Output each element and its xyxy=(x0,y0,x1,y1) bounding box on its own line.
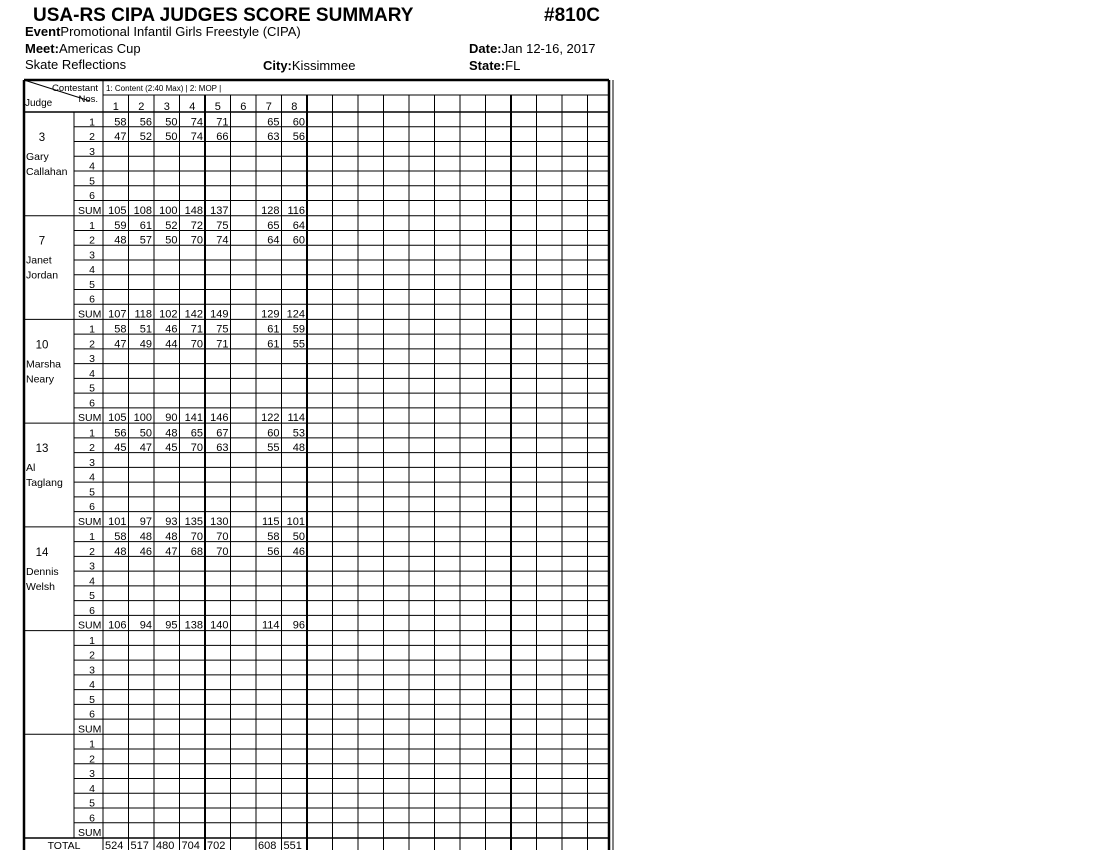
score-cell: 56 xyxy=(267,545,280,558)
sum-cell: 108 xyxy=(133,204,152,217)
score-cell: 60 xyxy=(292,116,305,129)
row-number: 2 xyxy=(89,442,95,455)
row-number: 1 xyxy=(89,634,95,647)
sum-cell: 149 xyxy=(210,308,229,321)
row-number: 3 xyxy=(89,145,95,158)
sum-cell: 95 xyxy=(165,619,178,632)
column-number: 6 xyxy=(240,101,247,113)
score-cell: 48 xyxy=(165,531,178,544)
sum-cell: 146 xyxy=(210,412,229,425)
row-number: 6 xyxy=(89,812,95,825)
score-cell: 58 xyxy=(114,531,127,544)
nos-label: Nos. xyxy=(78,94,98,105)
sum-cell: 105 xyxy=(108,412,127,425)
score-cell: 57 xyxy=(139,234,152,247)
sum-cell: 114 xyxy=(261,619,280,632)
score-cell: 75 xyxy=(216,323,229,336)
score-cell: 47 xyxy=(139,442,152,455)
sum-cell: 124 xyxy=(286,308,305,321)
row-number: 5 xyxy=(89,382,95,395)
score-cell: 70 xyxy=(190,442,203,455)
sum-cell: 148 xyxy=(184,204,203,217)
row-number: 3 xyxy=(89,664,95,677)
sum-cell: 142 xyxy=(184,308,203,321)
row-number: 1 xyxy=(89,531,95,544)
sum-label: SUM xyxy=(78,308,102,321)
event-value: Promotional Infantil Girls Freestyle (CIPA) xyxy=(60,24,301,39)
sum-label: SUM xyxy=(78,515,102,528)
judge-name: Al xyxy=(26,462,36,475)
sum-cell: 137 xyxy=(210,204,229,217)
sum-cell: 96 xyxy=(292,619,305,632)
judge-name: Jordan xyxy=(26,269,59,282)
column-number: 3 xyxy=(163,101,170,113)
sum-cell: 115 xyxy=(261,515,280,528)
score-cell: 49 xyxy=(139,338,152,351)
sum-cell: 90 xyxy=(165,412,178,425)
sum-label: SUM xyxy=(78,204,102,217)
event-label: Event xyxy=(25,24,61,39)
judge-name: Janet xyxy=(26,254,52,267)
score-cell: 63 xyxy=(216,442,229,455)
sum-label: SUM xyxy=(78,412,102,425)
score-cell: 55 xyxy=(267,442,280,455)
score-cell: 56 xyxy=(292,131,305,143)
score-cell: 70 xyxy=(190,234,203,247)
score-cell: 74 xyxy=(216,234,229,247)
row-number: 2 xyxy=(89,338,95,351)
date-value: Jan 12-16, 2017 xyxy=(501,41,596,56)
row-number: 1 xyxy=(89,219,95,232)
row-number: 6 xyxy=(89,397,95,410)
score-cell: 66 xyxy=(216,131,229,143)
row-number: 5 xyxy=(89,590,95,603)
column-number: 7 xyxy=(265,101,272,113)
score-cell: 44 xyxy=(165,338,178,351)
state-value: FL xyxy=(505,58,521,73)
row-number: 2 xyxy=(89,753,95,766)
score-cell: 51 xyxy=(139,323,152,336)
total-label: TOTAL xyxy=(47,840,81,850)
sum-cell: 97 xyxy=(139,515,152,528)
judge-number: 13 xyxy=(35,443,49,456)
sum-cell: 140 xyxy=(210,619,229,632)
row-number: 2 xyxy=(89,131,95,143)
row-number: 5 xyxy=(89,175,95,188)
score-cell: 45 xyxy=(114,442,127,455)
score-cell: 47 xyxy=(114,338,127,351)
judge-number: 14 xyxy=(35,546,49,559)
score-cell: 58 xyxy=(114,323,127,336)
club-name: Skate Reflections xyxy=(25,57,127,72)
sum-cell: 107 xyxy=(108,308,127,321)
sum-cell: 101 xyxy=(286,515,305,528)
score-cell: 46 xyxy=(139,545,152,558)
row-number: 4 xyxy=(89,471,95,484)
row-number: 4 xyxy=(89,575,95,588)
sum-cell: 122 xyxy=(261,412,280,425)
score-cell: 58 xyxy=(267,531,280,544)
meet-label: Meet: xyxy=(25,41,59,56)
score-cell: 68 xyxy=(190,545,203,558)
score-cell: 75 xyxy=(216,219,229,232)
contestant-label: Contestant xyxy=(52,83,98,94)
judge-number: 7 xyxy=(38,235,46,248)
row-number: 6 xyxy=(89,501,95,514)
score-cell: 45 xyxy=(165,442,178,455)
row-number: 3 xyxy=(89,353,95,366)
row-number: 5 xyxy=(89,797,95,810)
row-number: 2 xyxy=(89,234,95,247)
total-cell: 608 xyxy=(258,840,277,850)
judge-number: 3 xyxy=(38,132,46,144)
row-number: 2 xyxy=(89,545,95,558)
score-cell: 48 xyxy=(292,442,305,455)
score-cell: 58 xyxy=(114,116,127,129)
row-number: 1 xyxy=(89,323,95,336)
score-cell: 47 xyxy=(114,131,127,143)
score-cell: 48 xyxy=(165,427,178,440)
score-cell: 59 xyxy=(114,219,127,232)
score-cell: 60 xyxy=(267,427,280,440)
score-cell: 71 xyxy=(216,338,229,351)
total-cell: 702 xyxy=(207,840,226,850)
column-number: 4 xyxy=(189,101,196,113)
score-cell: 65 xyxy=(267,116,280,129)
row-number: 4 xyxy=(89,679,95,692)
row-number: 5 xyxy=(89,278,95,291)
sheet-number: #810C xyxy=(544,5,600,26)
score-cell: 65 xyxy=(190,427,203,440)
score-cell: 60 xyxy=(292,234,305,247)
sum-cell: 141 xyxy=(184,412,203,425)
sum-cell: 102 xyxy=(159,308,178,321)
score-cell: 70 xyxy=(190,531,203,544)
score-cell: 64 xyxy=(267,234,280,247)
score-cell: 72 xyxy=(190,219,203,232)
total-cell: 480 xyxy=(156,840,175,850)
score-cell: 56 xyxy=(139,116,152,129)
sum-label: SUM xyxy=(78,723,102,736)
score-cell: 64 xyxy=(292,219,305,232)
row-number: 3 xyxy=(89,560,95,573)
score-cell: 65 xyxy=(267,219,280,232)
judge-name: Welsh xyxy=(26,580,55,593)
row-number: 4 xyxy=(89,782,95,795)
judge-name: Callahan xyxy=(26,166,68,178)
row-number: 4 xyxy=(89,264,95,277)
sum-cell: 106 xyxy=(108,619,127,632)
score-cell: 48 xyxy=(114,234,127,247)
score-cell: 67 xyxy=(216,427,229,440)
city-value: Kissimmee xyxy=(291,58,356,73)
column-number: 5 xyxy=(214,101,221,113)
sum-cell: 101 xyxy=(108,515,127,528)
score-cell: 50 xyxy=(165,116,178,129)
total-cell: 704 xyxy=(181,840,200,850)
score-cell: 61 xyxy=(267,338,280,351)
column-number: 8 xyxy=(291,101,298,113)
date-label: Date: xyxy=(469,41,502,56)
judge-label: Judge xyxy=(25,98,53,109)
sheet-title: USA-RS CIPA JUDGES SCORE SUMMARY xyxy=(33,5,414,26)
total-cell: 551 xyxy=(283,840,302,850)
column-number: 1 xyxy=(112,101,119,113)
row-number: 1 xyxy=(89,738,95,751)
judge-name: Neary xyxy=(26,373,55,386)
score-cell: 55 xyxy=(292,338,305,351)
sum-cell: 128 xyxy=(261,204,280,217)
row-number: 3 xyxy=(89,768,95,781)
judge-name: Marsha xyxy=(26,358,62,371)
score-cell: 52 xyxy=(139,131,152,143)
row-number: 1 xyxy=(89,116,95,129)
sum-cell: 138 xyxy=(184,619,203,632)
judge-name: Taglang xyxy=(26,477,63,490)
sum-cell: 135 xyxy=(184,515,203,528)
row-number: 3 xyxy=(89,249,95,262)
judge-name: Gary xyxy=(26,151,49,163)
score-cell: 61 xyxy=(267,323,280,336)
row-number: 4 xyxy=(89,367,95,380)
score-cell: 50 xyxy=(292,531,305,544)
row-number: 4 xyxy=(89,160,95,173)
score-cell: 46 xyxy=(292,545,305,558)
score-cell: 70 xyxy=(216,531,229,544)
sum-cell: 93 xyxy=(165,515,178,528)
total-cell: 517 xyxy=(130,840,149,850)
sum-cell: 100 xyxy=(159,204,178,217)
row-number: 6 xyxy=(89,708,95,721)
judge-name: Dennis xyxy=(26,565,59,578)
score-cell: 52 xyxy=(165,219,178,232)
score-cell: 74 xyxy=(190,131,203,143)
sum-cell: 116 xyxy=(287,204,305,217)
city-label: City: xyxy=(263,58,292,73)
score-cell: 70 xyxy=(190,338,203,351)
score-cell: 53 xyxy=(292,427,305,440)
sum-label: SUM xyxy=(78,827,102,840)
row-number: 6 xyxy=(89,604,95,617)
total-cell: 524 xyxy=(105,840,124,850)
row-number: 5 xyxy=(89,486,95,499)
score-cell: 59 xyxy=(292,323,305,336)
sum-cell: 100 xyxy=(133,412,152,425)
row-number: 1 xyxy=(89,427,95,440)
score-cell: 50 xyxy=(165,234,178,247)
sum-label: SUM xyxy=(78,619,102,632)
judge-number: 10 xyxy=(35,339,49,352)
row-number: 5 xyxy=(89,693,95,706)
score-cell: 50 xyxy=(139,427,152,440)
score-cell: 63 xyxy=(267,131,280,143)
sum-cell: 129 xyxy=(261,308,280,321)
row-number: 6 xyxy=(89,293,95,306)
sum-cell: 105 xyxy=(108,204,127,217)
score-cell: 61 xyxy=(139,219,152,232)
row-number: 2 xyxy=(89,649,95,662)
state-label: State: xyxy=(469,58,506,73)
score-cell: 70 xyxy=(216,545,229,558)
row-number: 6 xyxy=(89,190,95,202)
score-cell: 74 xyxy=(190,116,203,129)
scoring-legend: 1: Content (2:40 Max) | 2: MOP | xyxy=(106,84,222,93)
score-cell: 71 xyxy=(190,323,203,336)
score-cell: 56 xyxy=(114,427,127,440)
sum-cell: 94 xyxy=(139,619,152,632)
sum-cell: 130 xyxy=(210,515,229,528)
column-number: 2 xyxy=(138,101,145,113)
score-cell: 48 xyxy=(139,531,152,544)
score-cell: 48 xyxy=(114,545,127,558)
score-cell: 47 xyxy=(165,545,178,558)
row-number: 3 xyxy=(89,456,95,469)
sum-cell: 118 xyxy=(134,308,152,321)
score-cell: 46 xyxy=(165,323,178,336)
sum-cell: 114 xyxy=(287,412,305,425)
score-cell: 71 xyxy=(216,116,229,129)
meet-value: Americas Cup xyxy=(58,41,141,56)
score-cell: 50 xyxy=(165,131,178,143)
